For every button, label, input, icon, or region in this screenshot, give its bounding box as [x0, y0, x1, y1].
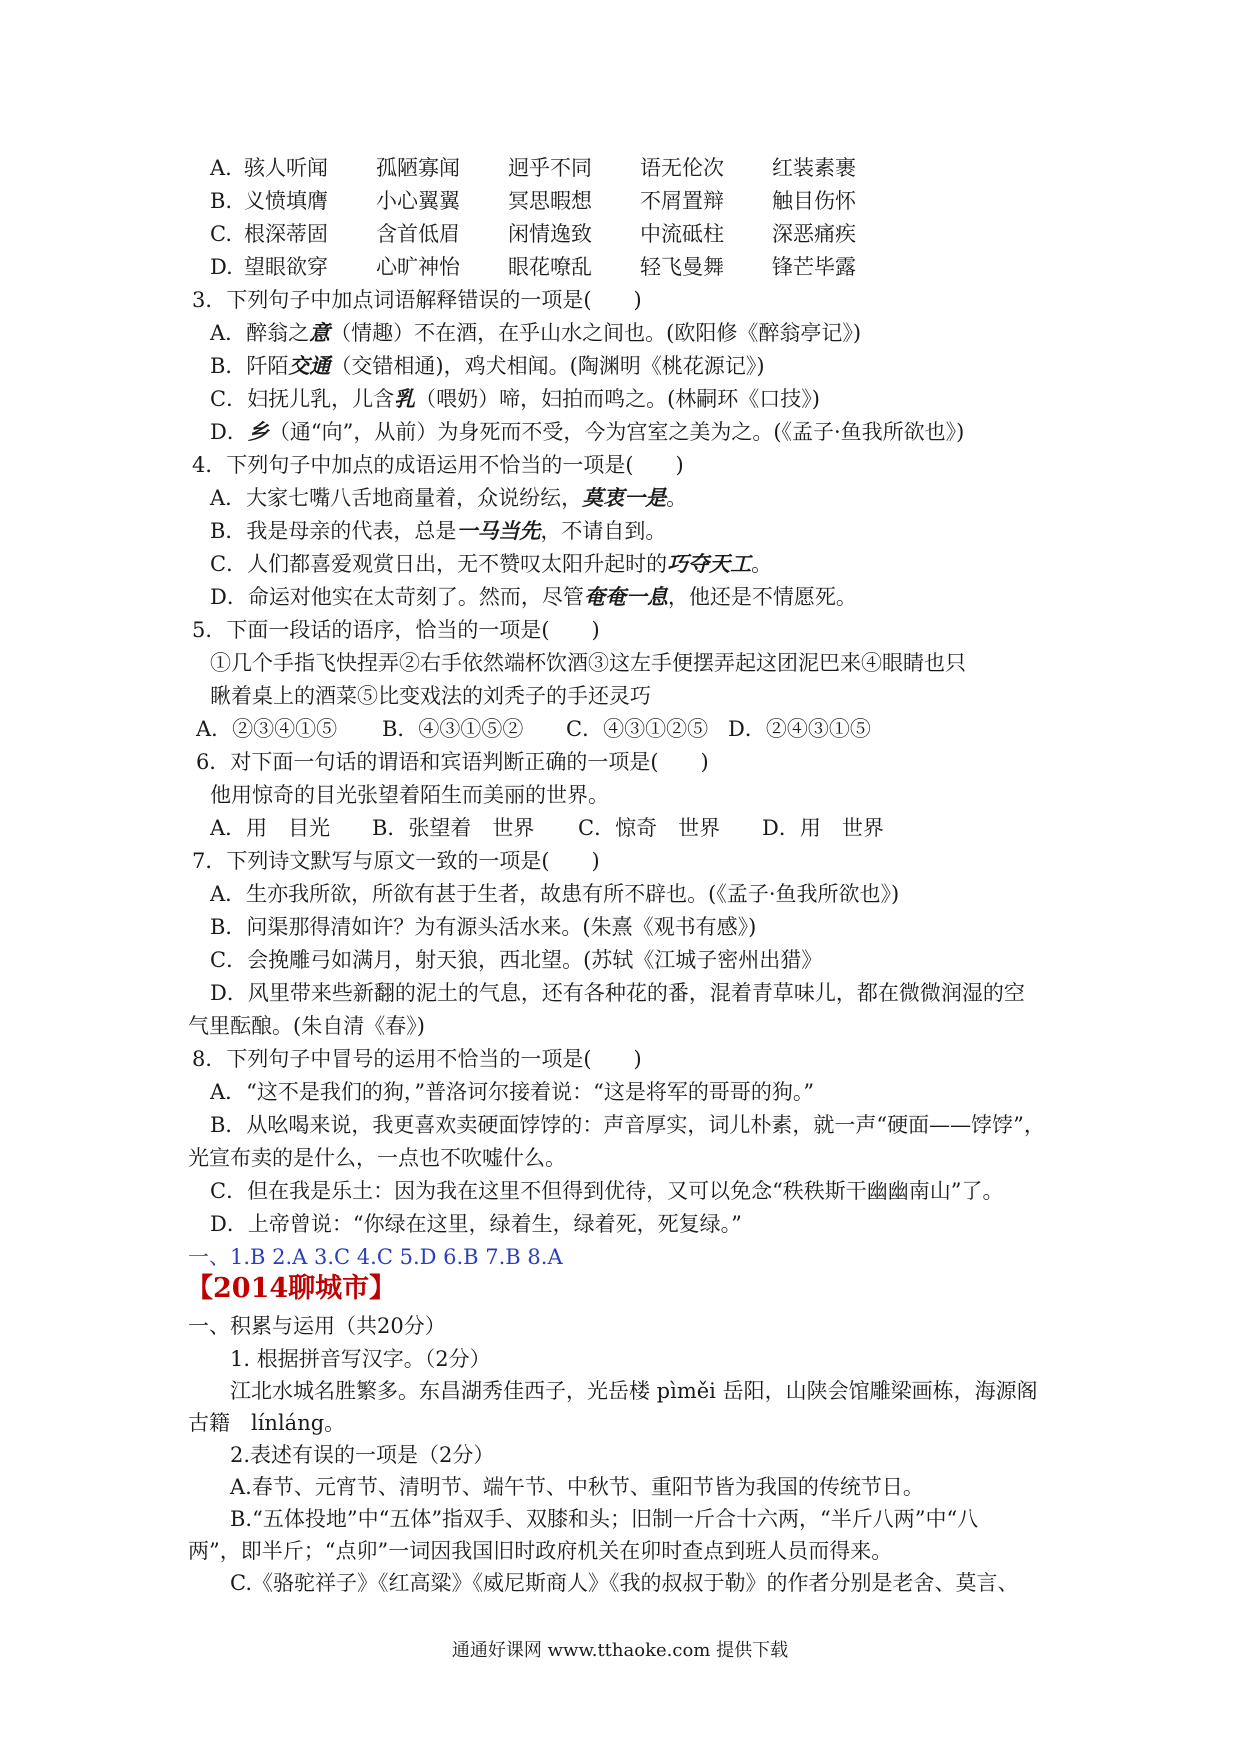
s2-option-b-line2: 两”，即半斤；“点卯”一词因我国旧时政府机关在卯时查点到班人员而得来。 [188, 1539, 893, 1563]
q7-stem: 7．下列诗文默写与原文一致的一项是( ) [192, 849, 600, 873]
s2-option-b-line1: B.“五体投地”中“五体”指双手、双膝和头；旧制一斤合十六两，“半斤八两”中“八 [230, 1507, 979, 1531]
footer-credit: 通通好课网 www.tthaoke.com 提供下载 [451, 1640, 789, 1661]
q8-option-a: A．“这不是我们的狗，”普洛诃尔接着说：“这是将军的哥哥的狗。” [210, 1080, 815, 1104]
q3-option-a: A．醉翁之意（情趣）不在酒，在乎山水之间也。(欧阳修《醉翁亭记》) [210, 320, 862, 345]
dotted-idiom: 奄奄一息 [583, 584, 668, 609]
s1-line2: 古籍 línláng。 [188, 1411, 346, 1435]
section-title: 一、积累与运用（共20分） [188, 1314, 446, 1338]
dotted-word: 乳 [394, 386, 416, 411]
q4-stem: 4．下列句子中加点的成语运用不恰当的一项是( ) [192, 453, 684, 477]
q7-option-c: C．会挽雕弓如满月，射天狼，西北望。(苏轼《江城子密州出猎》 [210, 948, 823, 972]
region-heading: 【2014聊城市】 [186, 1273, 397, 1304]
q7-option-d-line2: 气里酝酿。(朱自清《春》) [188, 1014, 425, 1038]
dotted-idiom: 巧夺天工 [667, 551, 752, 576]
q3-option-c: C．妇抚儿乳，儿含乳（喂奶）啼，妇拍而鸣之。(林嗣环《口技》) [210, 386, 820, 411]
q5-passage-line1: ①几个手指飞快捏弄②右手依然端杯饮酒③这左手便摆弄起这团泥巴来④眼睛也只 [210, 651, 966, 675]
s1-stem: 1. 根据拼音写汉字。（2分） [230, 1347, 491, 1371]
dotted-word: 交通 [288, 353, 331, 378]
q3-stem: 3．下列句子中加点词语解释错误的一项是( ) [192, 288, 642, 312]
q4-option-c: C．人们都喜爱观赏日出，无不赞叹太阳升起时的巧夺天工。 [210, 551, 773, 576]
q8-option-d: D．上帝曾说：“你绿在这里，绿着生，绿着死，死复绿。” [210, 1212, 742, 1236]
s1-line1: 江北水城名胜繁多。东昌湖秀佳西子，光岳楼 pìměi 岳阳，山陕会馆雕梁画栋，海源阁 [230, 1379, 1038, 1403]
q8-option-b-line2: 光宣布卖的是什么，一点也不吹嘘什么。 [188, 1146, 566, 1170]
q4-option-b: B．我是母亲的代表，总是一马当先，不请自到。 [210, 518, 667, 543]
q8-option-b-line1: B．从吆喝来说，我更喜欢卖硬面饽饽的：声音厚实，词儿朴素，就一声“硬面——饽饽”， [210, 1113, 1045, 1137]
q4-option-d: D．命运对他实在太苛刻了。然而，尽管奄奄一息，他还是不情愿死。 [210, 584, 857, 609]
dotted-idiom: 一马当先 [456, 518, 541, 543]
document-page: A. 骇人听闻 孤陋寡闻 迥乎不同 语无伦次 红装素裹 B. 义愤填膺 小心翼翼 冥思暇想 不屑置辩 触目伤怀 C. 根深蒂固 含首低眉 闲情逸致 中流砥柱 深恶痛疾 D. 望眼欲穿 心旷神怡 眼花嘹乱 轻飞曼舞 锋芒毕露 3．下列句子中加点词语解释错误的一项是( ) A．醉翁之意（情趣）不在酒，在乎山水之间也。(欧阳修《醉翁亭记》) B．阡陌交通（交错相通)，鸡犬相闻。(陶渊明《桃花源记》) C．妇抚儿乳，儿含乳（喂奶）啼，妇拍而鸣之。(林嗣环《口技》) D．乡（通“向”，从前）为身死而不受，今为宫室之美为之。(《孟子·鱼我所欲也》) 4．下列句子中加点的成语运用不恰当的一项是( ) A．大家七嘴八舌地商量着，众说纷纭，莫衷一是。 B．我是母亲的代表，总是一马当先，不请自到。 C．人们都喜爱观赏日出，无不赞叹太阳升起时的巧夺天工。 D．命运对他实在太苛刻了。然而，尽管奄奄一息，他还是不情愿死。 5．下面一段话的语序，恰当的一项是( ) ①几个手指飞快捏弄②右手依然端杯饮酒③这左手便摆弄起这团泥巴来④眼睛也只 瞅着桌上的酒菜⑤比变戏法的刘秃子的手还灵巧 A．②③④①⑤ B．④③①⑤② C．④③①②⑤ D．②④③①⑤ 6．对下面一句话的谓语和宾语判断正确的一项是( ) 他用惊奇的目光张望着陌生而美丽的世界。 A．用 目光 B．张望着 世界 C．惊奇 世界 D．用 世界 7．下列诗文默写与原文一致的一项是( ) A．生亦我所欲，所欲有甚于生者，故患有所不辟也。(《孟子·鱼我所欲也》) B．问渠那得清如许？为有源头活水来。(朱熹《观书有感》) C．会挽雕弓如满月，射天狼，西北望。(苏轼《江城子密州出猎》 D．风里带来些新翻的泥土的气息，还有各种花的番，混着青草味儿，都在微微润湿的空 气里酝酿。(朱自清《春》) 8．下列句子中冒号的运用不恰当的一项是( ) A．“这不是我们的狗，”普洛诃尔接着说：“这是将军的哥哥的狗。” B．从吆喝来说，我更喜欢卖硬面饽饽的：声音厚实，词儿朴素，就一声“硬面——饽饽”， 光宣布卖的是什么，一点也不吹嘘什么。 C．但在我是乐土：因为我在这里不但得到优待，又可以免念“秩秩斯干幽幽南山”了。 D．上帝曾说：“你绿在这里，绿着生，绿着死，死复绿。” 一、1.B 2.A 3.C 4.C 5.D 6.B 7.B 8.A 【2014聊城市】 一、积累与运用（共20分） 1. 根据拼音写汉字。（2分） 江北水城名胜繁多。东昌湖秀佳西子，光岳楼 pìměi 岳阳，山陕会馆雕梁画栋，海源阁 古籍 línláng。 2.表述有误的一项是（2分） A.春节、元宵节、清明节、端午节、中秋节、重阳节皆为我国的传统节日。 B.“五体投地”中“五体”指双手、双膝和头；旧制一斤合十六两，“半斤八两”中“八 两”，即半斤；“点卯”一词因我国旧时政府机关在卯时查点到班人员而得来。 C.《骆驼祥子》《红高粱》《威尼斯商人》《我的叔叔于勒》的作者分别是老舍、莫言、 通通好课网 www.tthaoke.com 提供下载 [0, 0, 1240, 1754]
q8-stem: 8．下列句子中冒号的运用不恰当的一项是( ) [192, 1047, 642, 1071]
q3-option-d: D．乡（通“向”，从前）为身死而不受，今为宫室之美为之。(《孟子·鱼我所欲也》) [210, 419, 965, 444]
s2-option-a: A.春节、元宵节、清明节、端午节、中秋节、重阳节皆为我国的传统节日。 [230, 1475, 924, 1499]
dotted-word: 乡 [247, 419, 269, 444]
q6-sentence: 他用惊奇的目光张望着陌生而美丽的世界。 [210, 783, 609, 807]
q4-option-a: A．大家七嘴八舌地商量着，众说纷纭，莫衷一是。 [210, 485, 688, 510]
q5-passage-line2: 瞅着桌上的酒菜⑤比变戏法的刘秃子的手还灵巧 [210, 684, 651, 708]
dotted-word: 意 [309, 320, 331, 345]
q6-stem: 6．对下面一句话的谓语和宾语判断正确的一项是( ) [196, 750, 709, 774]
q3-option-b: B．阡陌交通（交错相通)，鸡犬相闻。(陶渊明《桃花源记》) [210, 353, 765, 378]
q5-stem: 5．下面一段话的语序，恰当的一项是( ) [192, 618, 600, 642]
s2-stem: 2.表述有误的一项是（2分） [230, 1443, 495, 1467]
dotted-idiom: 莫衷一是 [582, 485, 667, 510]
s2-option-c: C.《骆驼祥子》《红高粱》《威尼斯商人》《我的叔叔于勒》的作者分别是老舍、莫言、 [230, 1571, 1019, 1595]
answer-key: 一、1.B 2.A 3.C 4.C 5.D 6.B 7.B 8.A [188, 1245, 563, 1269]
q8-option-c: C．但在我是乐土：因为我在这里不但得到优待，又可以免念“秩秩斯干幽幽南山”了。 [210, 1179, 1004, 1203]
q7-option-b: B．问渠那得清如许？为有源头活水来。(朱熹《观书有感》) [210, 915, 757, 939]
q7-option-a: A．生亦我所欲，所欲有甚于生者，故患有所不辟也。(《孟子·鱼我所欲也》) [210, 882, 900, 906]
q7-option-d-line1: D．风里带来些新翻的泥土的气息，还有各种花的番，混着青草味儿，都在微微润湿的空 [210, 981, 1025, 1005]
